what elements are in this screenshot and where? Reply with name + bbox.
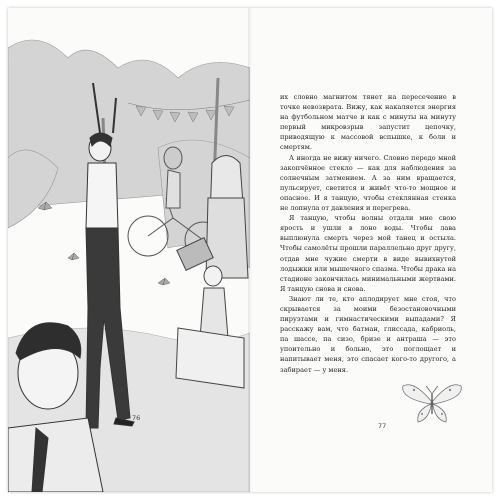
child [176, 266, 244, 388]
paragraph: А иногда не вижу ничего. Словно передо мной закопчённое стекло — как для наблюдения за солнечным затмением. А за ним вращается, пульсирует, светится и живёт что-то мощное и опасное. И я танцую, чтобы стеклянная стенка не лопнула от давления и перегрева. [280, 153, 456, 213]
body-text [280, 92, 456, 375]
butterfly-icon [400, 380, 464, 424]
paragraph: Знают ли те, кто аплодирует мне стоя, что скрывается за моими безостановочными пируэтами и гимнастическими выпадами? Я расскажу вам, что батман, глиссада, кабриоль, па шассе, па сизо, бризе и антраша — это упоительно и больно, это поглощает и напитывает меня, это спасает кого-то другого, а забирает — у меня. [280, 294, 456, 374]
page-number-right: 77 [378, 422, 387, 430]
left-page [8, 8, 250, 492]
right-page [250, 8, 492, 492]
paragraph: Я танцую, чтобы волны отдали мне свою ярость и ушли в лоно воды. Чтобы лава выплюнула смерть через мой танец и остыла. Чтобы самолёты прошли параллельно друг другу, отдав мне чужие смерти в виде вывихнутой лодыжки или мышечного спазма. Чтобы драка на стадионе закончилась минимальными жертвами. Я танцую снова и снова. [280, 214, 456, 293]
book-spread [8, 8, 492, 492]
paragraph: их словно магнитом тянет на пересечение в точке невозврата. Вижу, как накаляется энергия на футбольном матче и как с минуты на минуту первый микровзрыв запустит цепочку, приводящую к массовой вспышке, к боли и смертям. [280, 93, 456, 152]
illustration [8, 8, 250, 492]
page-number-left: 76 [132, 414, 141, 422]
